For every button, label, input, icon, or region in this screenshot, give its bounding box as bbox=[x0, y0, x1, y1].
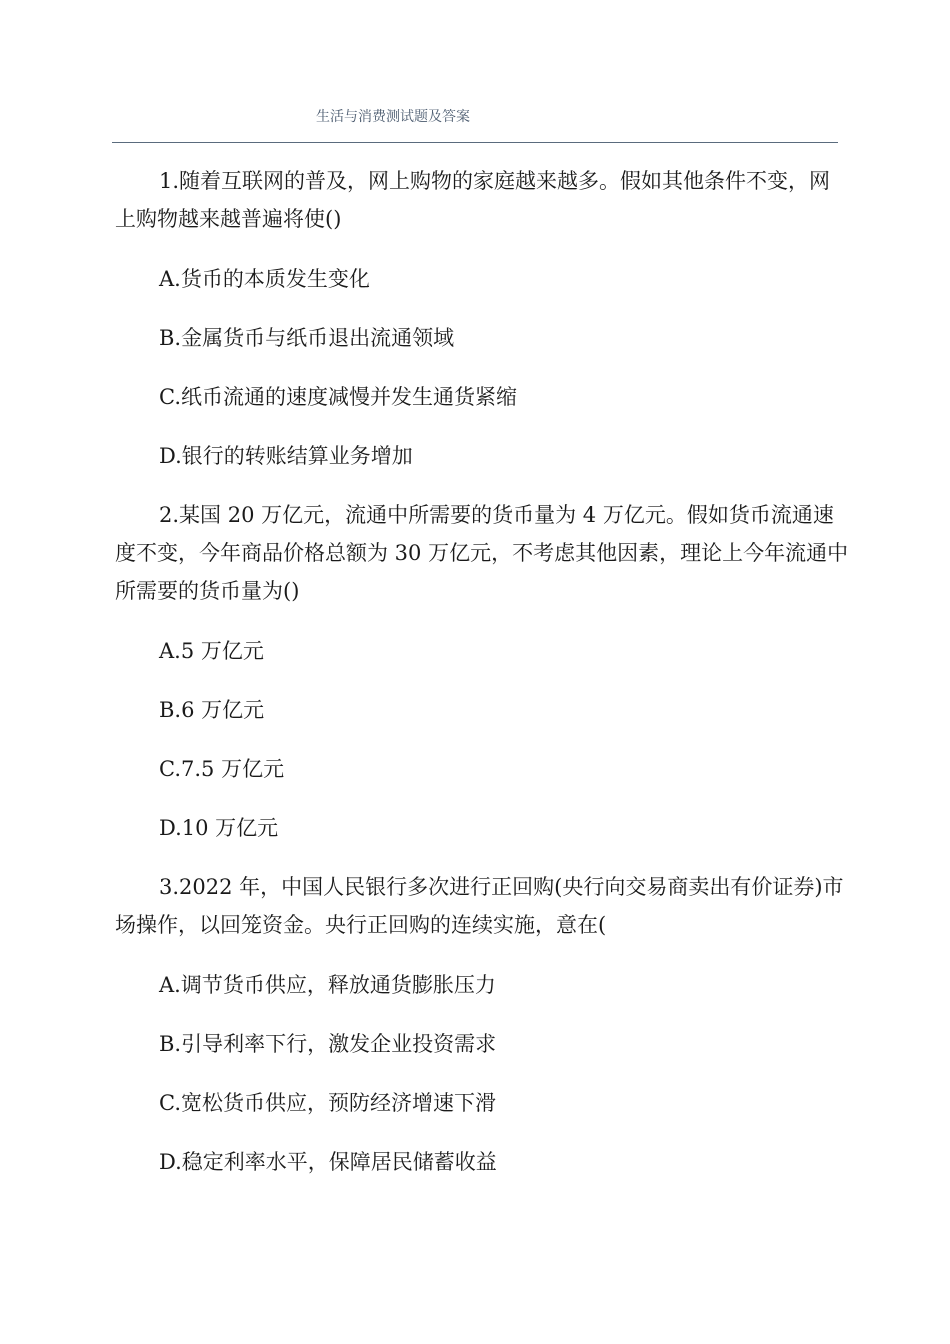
header-title: 生活与消费测试题及答案 bbox=[316, 109, 470, 125]
document-header bbox=[112, 96, 838, 143]
question-1-option-b: B.金属货币与纸币退出流通领域 bbox=[159, 326, 455, 350]
question-2-option-a: A.5 万亿元 bbox=[159, 639, 264, 663]
question-1-stem: 1.随着互联网的普及，网上购物的家庭越来越多。假如其他条件不变，网上购物越来越普遍将使() bbox=[115, 169, 831, 231]
question-2-stem: 2.某国 20 万亿元，流通中所需要的货币量为 4 万亿元。假如货币流通速度不变，今年商品价格总额为 30 万亿元，不考虑其他因素，理论上今年流通中所需要的货币量为() bbox=[115, 503, 849, 603]
question-3-stem: 3.2022 年，中国人民银行多次进行正回购(央行向交易商卖出有价证券)市场操作，以回笼资金。央行正回购的连续实施，意在( bbox=[115, 875, 844, 937]
question-2-option-c: C.7.5 万亿元 bbox=[159, 757, 285, 781]
question-2-option-b: B.6 万亿元 bbox=[159, 698, 265, 722]
question-2-option-d: D.10 万亿元 bbox=[159, 816, 279, 840]
question-3-option-c: C.宽松货币供应，预防经济增速下滑 bbox=[159, 1091, 496, 1115]
question-1-option-d: D.银行的转账结算业务增加 bbox=[159, 444, 413, 468]
question-3-option-b: B.引导利率下行，激发企业投资需求 bbox=[159, 1032, 497, 1056]
question-3-option-d: D.稳定利率水平，保障居民储蓄收益 bbox=[159, 1150, 497, 1174]
question-1-option-a: A.货币的本质发生变化 bbox=[159, 267, 370, 291]
document-body bbox=[115, 162, 850, 1202]
question-3-option-a: A.调节货币供应，释放通货膨胀压力 bbox=[159, 973, 496, 997]
question-1-option-c: C.纸币流通的速度减慢并发生通货紧缩 bbox=[159, 385, 517, 409]
